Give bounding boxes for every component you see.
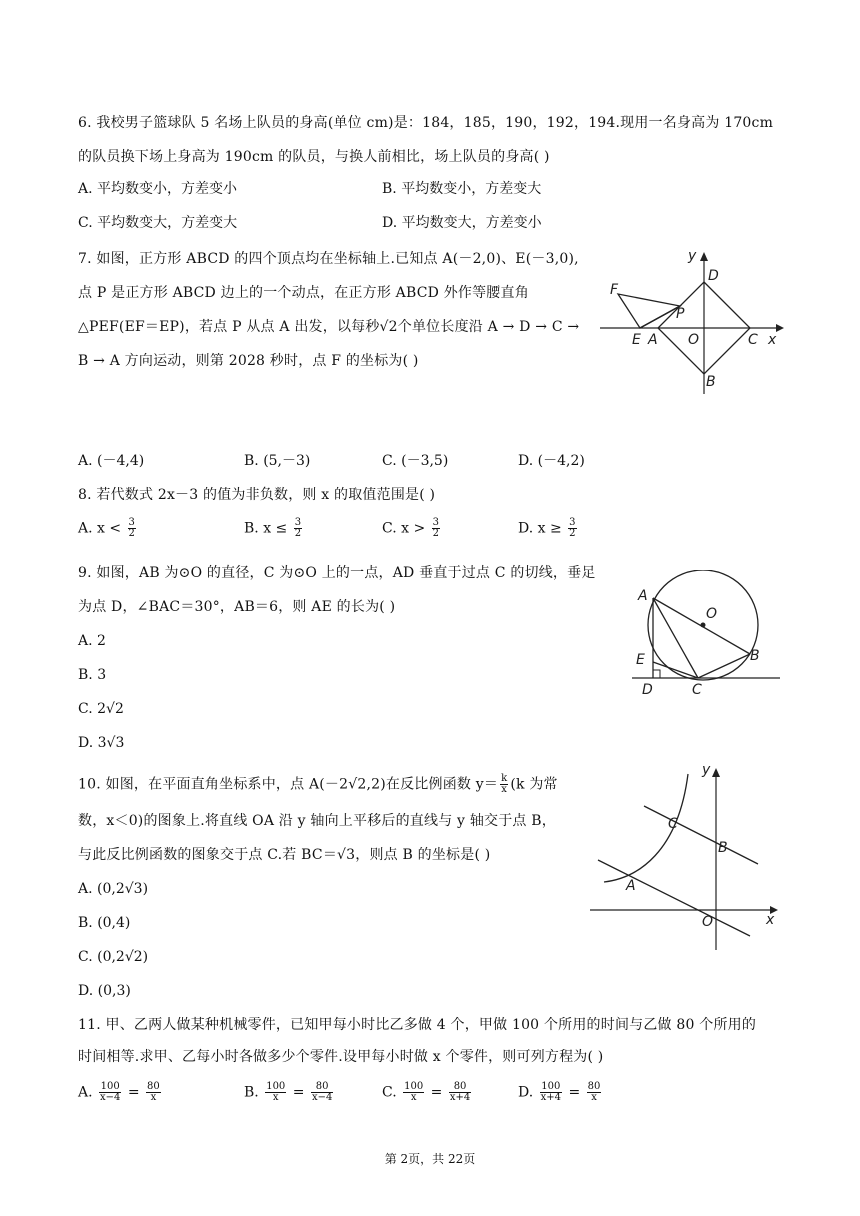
q8-option-a-num: 3 [128,517,135,528]
q7-stem-line2: 点 P 是正方形 ABCD 边上的一个动点，在正方形 ABCD 外作等腰直角 [78,285,529,301]
q8-option-a[interactable] [78,518,138,539]
q11-option-c-ld: x [410,1092,417,1103]
q11-option-c-rd: x+4 [449,1092,471,1103]
q7-figure [600,244,790,404]
q11-option-d-prefix: D. [518,1084,534,1101]
q11-option-a-right-fraction [146,1082,161,1103]
q8-option-a-prefix: A. x < [78,520,122,537]
q8-option-d-prefix: D. x ≥ [518,520,562,537]
q6-option-b[interactable]: B. 平均数变小，方差变大 [382,181,542,197]
q10-option-d[interactable]: D. (0,3) [78,983,131,999]
q8-option-c-fraction [432,518,440,539]
q6-stem-line1: 6. 我校男子篮球队 5 名场上队员的身高(单位 cm)是：184，185，190，192，194.现用一名身高为 170cm [78,115,774,131]
q6-stem-line2: 的队员换下场上身高为 190cm 的队员，与换人前相比，场上队员的身高( ) [78,149,550,165]
q8-option-a-den: 2 [128,528,135,539]
q8-option-d-den: 2 [569,528,576,539]
q9-label-d: D [642,682,653,698]
q7-label-y: y [688,248,697,264]
q10-figure [588,760,788,956]
q11-option-d-rn: 80 [587,1081,601,1092]
q9-label-a: A [638,588,648,604]
q11-option-d-equals: = [568,1084,581,1101]
q10-label-y: y [702,762,711,778]
q11-option-c-right-fraction [449,1082,471,1103]
q8-option-d-num: 3 [569,517,576,528]
q11-option-b-right-fraction [311,1082,333,1103]
q7-label-c: C [748,332,758,348]
q9-label-e: E [636,652,645,668]
q7-stem-line4: B → A 方向运动，则第 2028 秒时，点 F 的坐标为( ) [78,353,419,369]
q11-option-c-left-fraction [403,1082,424,1103]
q7-label-x: x [768,332,777,348]
q11-option-d-left-fraction [540,1082,562,1103]
q7-option-c[interactable]: C. (－3,5) [382,453,449,469]
q10-option-b[interactable]: B. (0,4) [78,915,131,931]
q6-option-d[interactable]: D. 平均数变大，方差变小 [382,215,542,231]
q11-option-b-equals: = [292,1084,305,1101]
q11-option-a-rd: x [150,1092,157,1103]
q9-segment-ac [653,598,698,678]
q10-stem-line2: 数，x＜0)的图象上.将直线 OA 沿 y 轴向上平移后的直线与 y 轴交于点 B， [78,813,556,829]
q9-label-b: B [750,648,760,664]
q7-segment-ep [640,306,680,328]
q11-option-d-ld: x+4 [540,1092,562,1103]
q11-option-b-left-fraction [265,1082,286,1103]
q7-option-b[interactable]: B. (5,－3) [244,453,311,469]
q9-option-d[interactable]: D. 3√3 [78,735,125,751]
q11-option-b-ld: x [272,1092,279,1103]
q10-label-b: B [718,840,728,856]
q10-line-oa [598,860,750,936]
q11-option-c-rn: 80 [449,1082,471,1093]
q8-option-a-fraction [128,518,136,539]
q8-option-c-num: 3 [432,517,440,528]
q11-option-b-rd: x−4 [311,1092,333,1103]
q11-option-a-prefix: A. [78,1084,93,1101]
q10-label-c: C [668,816,678,832]
q11-option-d-right-fraction [587,1082,602,1103]
q7-stem-line3: △PEF(EF＝EP)，若点 P 从点 A 出发，以每秒√2个单位长度沿 A → D → C → [78,319,580,335]
q7-y-arrow-icon [700,252,708,261]
q11-option-c-prefix: C. [382,1084,397,1101]
q9-stem-line1: 9. 如图，AB 为⊙O 的直径，C 为⊙O 上的一点，AD 垂直于过点 C 的切线，垂足 [78,565,596,581]
q9-label-o: O [706,606,718,622]
q8-option-b-den: 2 [294,528,302,539]
q8-option-c[interactable] [382,518,442,539]
q11-option-c-equals: = [430,1084,443,1101]
q11-option-b[interactable] [244,1082,335,1103]
q10-label-x: x [766,912,775,928]
q8-option-c-den: 2 [432,528,440,539]
q11-option-d-ln: 100 [541,1081,561,1092]
q11-option-b-prefix: B. [244,1084,259,1101]
q10-label-o: O [702,914,714,930]
q10-k-over-x [500,774,508,795]
q8-option-d[interactable] [518,518,579,539]
q7-label-p: P [676,306,685,322]
q9-label-c: C [692,682,702,698]
q7-x-arrow-icon [776,324,784,332]
q9-figure [626,570,786,700]
q10-stem-line3: 与此反比例函数的图象交于点 C.若 BC＝√3，则点 B 的坐标是( ) [78,847,491,863]
q11-option-a-left-fraction [99,1082,121,1103]
q8-option-b-fraction [294,518,302,539]
q10-stem-line1-post: (k 为常 [510,776,558,793]
q9-stem-line2: 为点 D，∠BAC＝30°，AB＝6，则 AE 的长为( ) [78,599,396,615]
q9-segment-cb [698,654,750,678]
q10-option-c[interactable]: C. (0,2√2) [78,949,149,965]
q8-option-c-prefix: C. x > [382,520,426,537]
q7-label-d: D [708,268,719,284]
q10-shifted-line [644,806,758,864]
q7-label-a: A [648,332,658,348]
q10-option-a[interactable]: A. (0,2√3) [78,881,149,897]
q7-option-a[interactable]: A. (－4,4) [78,453,145,469]
q11-option-c-ln: 100 [404,1081,424,1092]
q8-stem: 8. 若代数式 2x－3 的值为非负数，则 x 的取值范围是( ) [78,487,436,503]
q10-stem-line1-pre: 10. 如图，在平面直角坐标系中，点 A(－2√2,2)在反比例函数 y＝ [78,776,499,793]
q11-option-a-ln: 100 [100,1081,120,1092]
q8-option-b[interactable] [244,518,304,539]
q10-frac-num: k [501,773,508,784]
q7-stem-line1: 7. 如图，正方形 ABCD 的四个顶点均在坐标轴上.已知点 A(－2,0)、E(－3,0), [78,251,579,267]
page-number-footer: 第 2页，共 22页 [384,1152,476,1166]
q8-option-d-fraction [568,518,576,539]
q10-y-arrow-icon [712,768,720,777]
q11-option-d-rd: x [591,1092,597,1103]
q11-option-d[interactable] [518,1082,603,1103]
q6-option-c[interactable]: C. 平均数变大，方差变大 [78,215,238,231]
q7-option-d[interactable]: D. (－4,2) [518,453,585,469]
q10-label-a: A [626,878,636,894]
q7-label-b: B [706,374,716,390]
q9-option-c[interactable]: C. 2√2 [78,701,124,717]
q7-label-o: O [688,332,700,348]
q11-option-a-rn: 80 [147,1081,160,1092]
q11-option-a-ld: x−4 [100,1092,121,1103]
q8-option-b-prefix: B. x ≤ [244,520,288,537]
q11-option-a-equals: = [127,1084,140,1101]
q9-right-angle-icon [653,670,660,678]
q11-stem-line2: 时间相等.求甲、乙每小时各做多少个零件.设甲每小时做 x 个零件，则可列方程为( ) [78,1049,604,1065]
q7-label-e: E [632,332,641,348]
q10-stem-line1 [78,774,558,795]
q9-option-b[interactable]: B. 3 [78,667,107,683]
q9-option-a[interactable]: A. 2 [78,633,106,649]
q8-option-b-num: 3 [294,517,302,528]
q7-label-f: F [610,282,619,298]
q11-option-b-ln: 100 [266,1081,286,1092]
q9-center-dot [701,623,706,628]
q11-option-c[interactable] [382,1082,473,1103]
q11-stem-line1: 11. 甲、乙两人做某种机械零件，已知甲每小时比乙多做 4 个，甲做 100 个所用的时间与乙做 80 个所用的 [78,1017,757,1033]
q10-frac-den: x [501,784,508,795]
q6-option-a[interactable]: A. 平均数变小，方差变小 [78,181,238,197]
q11-option-a[interactable] [78,1082,163,1103]
q11-option-b-rn: 80 [311,1082,333,1093]
